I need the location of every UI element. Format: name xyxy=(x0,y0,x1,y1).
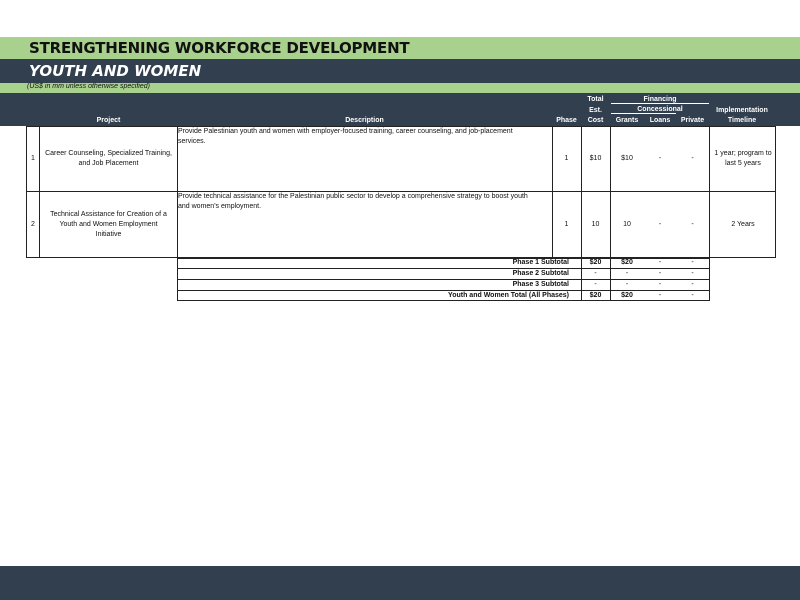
units-note: (US$ in mm unless otherwise specified) xyxy=(27,83,150,90)
row-1-grants: $10 xyxy=(621,155,633,162)
financing-divider xyxy=(611,103,709,104)
title-banner xyxy=(0,37,800,59)
row-2-total: 10 xyxy=(591,221,600,228)
header-total-top: Total xyxy=(587,96,604,103)
subtotal-phase-1-loans: - xyxy=(658,259,662,266)
row-2-phase: 1 xyxy=(564,221,569,228)
subtotal-phase-3-label: Phase 3 Subtotal xyxy=(512,281,569,288)
row-1-number: 1 xyxy=(31,155,35,162)
subtitle-banner xyxy=(0,59,800,83)
row-2-private: - xyxy=(691,221,694,228)
header-financing: Financing xyxy=(643,96,677,103)
subtotal-phase-1-private: - xyxy=(691,259,694,266)
row-2-number: 2 xyxy=(31,221,35,228)
row-2-project-line: Technical Assistance for Creation of a xyxy=(50,211,167,218)
row-1-description-line: Provide Palestinian youth and women with employer-focused training, career counseling, and job-placement xyxy=(178,128,513,135)
grand-total-private: - xyxy=(691,292,694,299)
header-grants: Grants xyxy=(615,117,639,124)
row-1-timeline xyxy=(710,149,776,169)
row-1-timeline-line: 1 year; program to xyxy=(714,150,772,157)
header-impl-bot: Timeline xyxy=(727,117,757,124)
subtotal-phase-1-total: $20 xyxy=(589,259,602,266)
header-phase: Phase xyxy=(556,117,577,124)
units-note-banner xyxy=(0,83,800,93)
row-1-description-line: services. xyxy=(178,138,206,145)
page-subtitle: YOUTH AND WOMEN xyxy=(29,62,202,80)
concessional-divider xyxy=(611,113,676,114)
subtotal-phase-1-grants: $20 xyxy=(621,259,633,266)
row-1-project xyxy=(40,149,177,169)
row-2-description-line: and women's employment. xyxy=(178,203,262,210)
grand-total-label: Youth and Women Total (All Phases) xyxy=(448,292,569,299)
row-1-total: $10 xyxy=(589,155,602,162)
header-total-mid: Est. xyxy=(589,107,602,114)
footer-banner xyxy=(0,566,800,600)
header-project: Project xyxy=(96,117,121,124)
row-2-project-line: Initiative xyxy=(95,231,122,238)
row-1-loans: - xyxy=(658,155,662,162)
row-2-project xyxy=(40,210,177,240)
row-1-timeline-line: last 5 years xyxy=(725,160,761,167)
header-concessional: Concessional xyxy=(637,106,683,113)
col-divider xyxy=(581,126,582,258)
subtotal-phase-2-label: Phase 2 Subtotal xyxy=(512,270,569,277)
subtotal-phase-2-grants: - xyxy=(625,270,629,277)
grand-total-grants: $20 xyxy=(621,292,633,299)
header-private: Private xyxy=(680,117,705,124)
grand-total-total: $20 xyxy=(589,292,602,299)
grand-total-loans: - xyxy=(658,292,662,299)
subtotal-phase-1-label: Phase 1 Subtotal xyxy=(512,259,569,266)
page-title: STRENGTHENING WORKFORCE DEVELOPMENT xyxy=(29,39,410,57)
row-2-timeline xyxy=(710,220,776,230)
subtotal-phase-2-total: - xyxy=(594,270,597,277)
row-2-description xyxy=(178,192,550,212)
header-total-bot: Cost xyxy=(587,117,604,124)
subtotal-phase-3-private: - xyxy=(691,281,694,288)
subtotal-phase-2-loans: - xyxy=(658,270,662,277)
subtotal-phase-3-loans: - xyxy=(658,281,662,288)
row-2-grants: 10 xyxy=(623,221,631,228)
row-1-private: - xyxy=(691,155,694,162)
row-2-timeline-line: 2 Years xyxy=(731,221,755,228)
row-1-project-line: and Job Placement xyxy=(78,160,139,167)
col-divider xyxy=(552,126,553,258)
col-divider xyxy=(709,126,710,258)
subtotal-phase-3-grants: - xyxy=(625,281,629,288)
row-2-description-line: Provide technical assistance for the Palestinian public sector to develop a comprehensive strategy to boost youth xyxy=(178,193,528,200)
row-2-project-line: Youth and Women Employment xyxy=(59,221,158,228)
header-description: Description xyxy=(345,117,384,124)
row-2-loans: - xyxy=(658,221,662,228)
col-divider xyxy=(610,126,611,258)
subtotal-phase-3-total: - xyxy=(594,281,597,288)
row-1-phase: 1 xyxy=(564,155,569,162)
header-impl-top: Implementation xyxy=(716,107,768,114)
row-1-project-line: Career Counseling, Specialized Training, xyxy=(45,150,172,157)
row-1-description xyxy=(178,127,550,147)
subtotal-phase-2-private: - xyxy=(691,270,694,277)
header-loans: Loans xyxy=(649,117,671,124)
